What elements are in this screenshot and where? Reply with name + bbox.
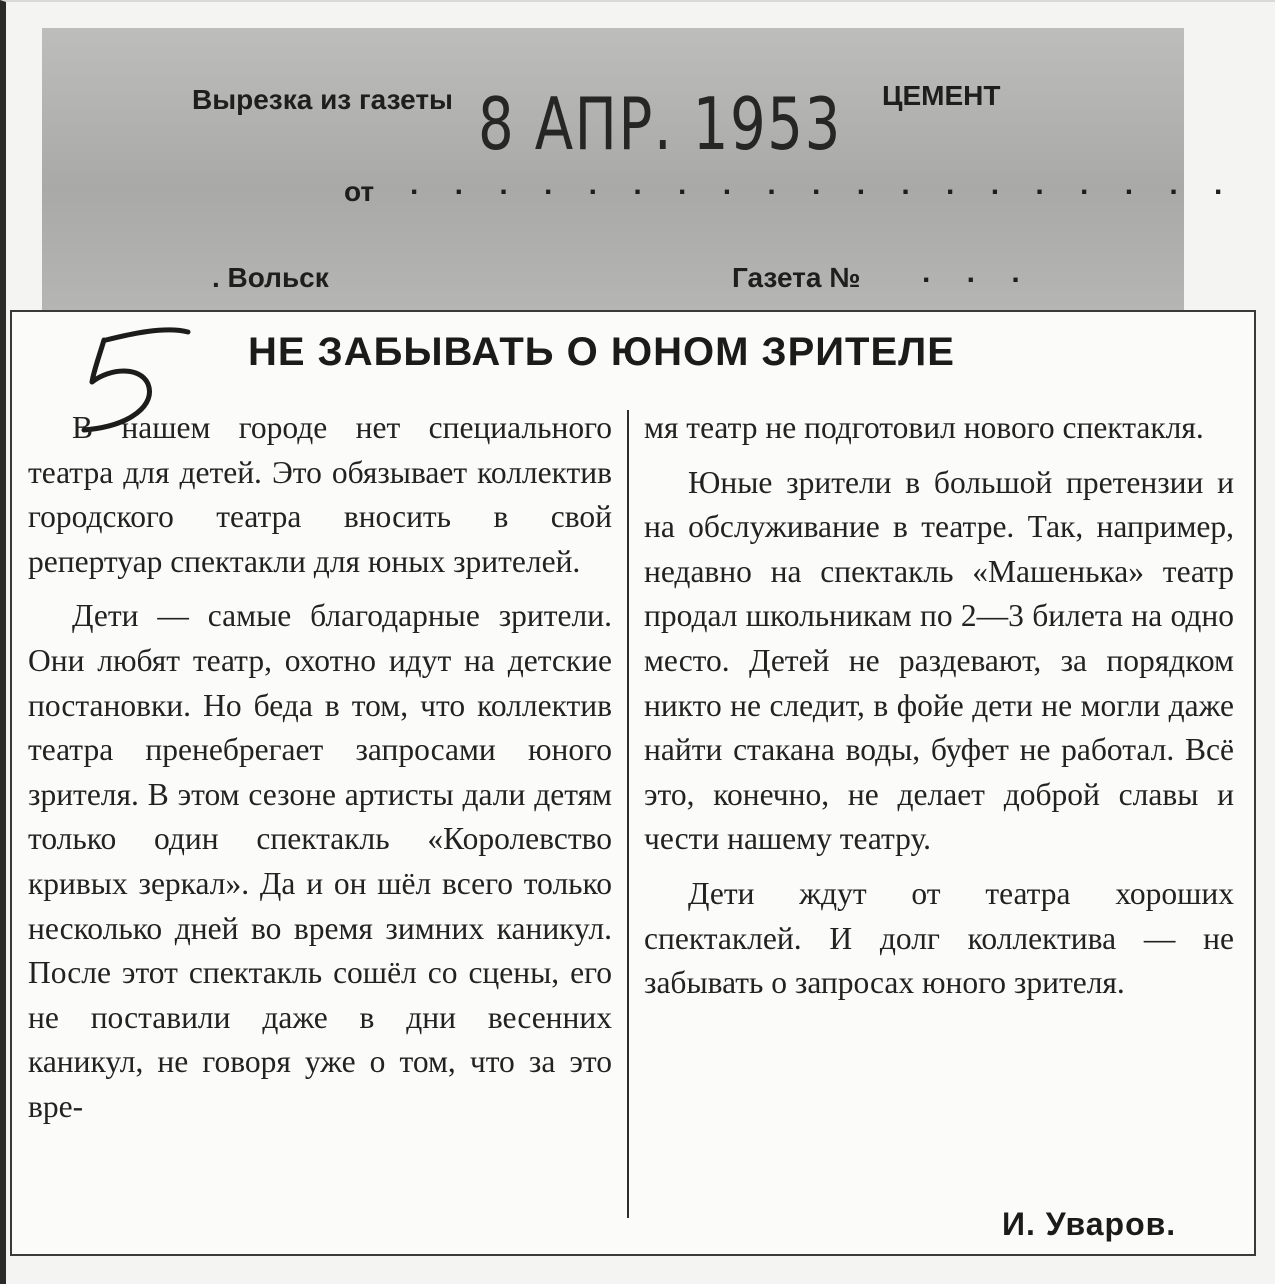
article-left-column	[28, 406, 612, 1140]
from-label: от	[344, 176, 375, 207]
clipping-header-card	[42, 28, 1237, 318]
issue-label: Газета №	[732, 262, 861, 293]
article-title: НЕ ЗАБЫВАТЬ О ЮНОМ ЗРИТЕЛЕ	[248, 330, 955, 374]
paragraph: В нашем городе нет специального театра для детей. Это обязывает коллектив городского театра вносить в свой репертуар спектакли для юных зрителей.	[28, 410, 612, 579]
clipping-label: Вырезка из газеты	[192, 84, 453, 115]
date-dotted-line: . . . . . . . . . . . . . . . . . . .	[410, 168, 1237, 201]
issue-dotted-line: . . .	[922, 256, 1034, 289]
paragraph: Дети ждут от театра хороших спектаклей. И долг коллектива — не забывать о запросах юного зрителя.	[644, 875, 1234, 1001]
paragraph: Дети — самые благодарные зрители. Они любят театр, охотно идут на детские постановки. Но беда в том, что коллектив театра пренебрегает запросами юного зрителя. В этом сезоне артисты дали детям только один спектакль «Королевство кривых зеркал». Да и он шёл всего только несколько дней во время зимних каникул. После этот спектакль сошёл со сцены, его не поставили даже в дни весенних каникул, не говоря уже о том, что за это вре-	[28, 598, 612, 1124]
column-divider	[627, 410, 629, 1218]
newspaper-name: ЦЕМЕНТ	[882, 80, 1001, 111]
author-signature: И. Уваров.	[1002, 1206, 1177, 1242]
paragraph: Юные зрители в большой претензии и на обслуживание в театре. Так, например, недавно на спектакль «Машенька» театр продал школьникам по 2—3 билета на одно место. Детей не раздевают, за порядком никто не следит, в фойе дети не могли даже найти стакана воды, буфет не работал. Всё это, конечно, не делает доброй славы и чести нашему театру.	[644, 464, 1234, 857]
city-label: . Вольск	[212, 262, 329, 293]
article-right-column	[644, 406, 1234, 1016]
paragraph: мя театр не подготовил нового спектакля.	[644, 410, 1204, 445]
date-stamp: 8 АПР. 1953	[478, 82, 842, 166]
